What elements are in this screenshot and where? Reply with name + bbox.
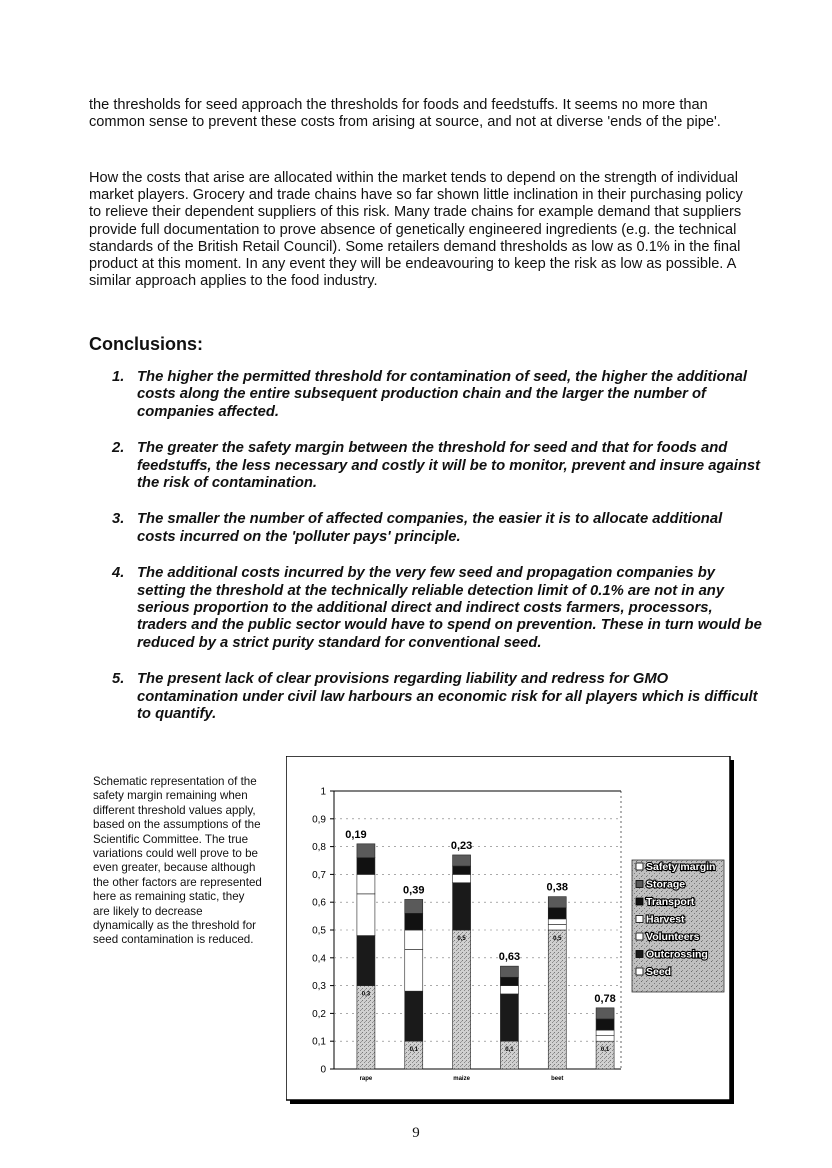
- conclusion-item: [112, 671, 762, 723]
- legend-swatch: [636, 933, 643, 940]
- x-group-label: rape: [359, 1076, 373, 1082]
- bar-segment-transport: [405, 913, 423, 930]
- conclusions-heading: Conclusions:: [89, 334, 204, 354]
- seed-value-label: 0,1: [409, 1047, 418, 1054]
- conclusion-number: 1.: [112, 369, 125, 385]
- conclusion-number: 4.: [112, 565, 125, 582]
- safety-margin-label: 0,38: [546, 881, 568, 894]
- safety-margin-label: 0,23: [450, 839, 473, 852]
- bar-segment-volunteers: [405, 949, 423, 991]
- bar-segment-seed: [548, 930, 566, 1069]
- bar-segment-outcrossing: [357, 936, 375, 986]
- y-tick-label: 0,8: [312, 842, 326, 854]
- bar-segment-outcrossing: [453, 883, 471, 930]
- y-tick-label: 0,1: [312, 1036, 326, 1048]
- chart-frame: [286, 756, 736, 1106]
- bar-segment-volunteers: [357, 894, 375, 936]
- seed-value-label: 0,3: [361, 991, 371, 998]
- bar-segment-storage: [596, 1008, 614, 1019]
- conclusion-number: 3.: [112, 511, 125, 528]
- legend-label: Seed: [646, 966, 672, 978]
- conclusion-text: The smaller the number of affected companies, the easier it is to allocate additional costs incurred on the 'polluter pays' principle.: [137, 511, 723, 545]
- y-tick-label: 0,3: [312, 981, 326, 993]
- y-tick-label: 0,6: [312, 897, 326, 909]
- conclusion-text: The additional costs incurred by the very few seed and propagation companies by setting the threshold at the technically reliable detection limit of 0.1% are not in any serious proportion to the additional direct and indirect costs farmers, processors, traders and the public sector would have to spend on prevention. These in turn would be reduced by a strict purity standard for conventional seed.: [137, 565, 762, 651]
- legend-swatch: [636, 898, 643, 905]
- bar-segment-storage: [357, 844, 375, 858]
- legend-swatch: [636, 863, 643, 870]
- bar-segment-seed: [357, 986, 375, 1069]
- conclusion-number: 2.: [112, 440, 125, 457]
- y-tick-label: 0,2: [312, 1008, 326, 1020]
- conclusion-text: The greater the safety margin between the threshold for seed and that for foods and feedstuffs, the less necessary and costly it will be to monitor, prevent and insure against the risk of contamination.: [137, 440, 761, 492]
- bar-segment-storage: [500, 966, 518, 977]
- bar-segment-harvest: [500, 986, 518, 994]
- bar-segment-volunteers: [596, 1030, 614, 1036]
- bar-segment-harvest: [357, 874, 375, 893]
- seed-value-label: 0,5: [553, 936, 562, 942]
- legend-swatch: [636, 916, 643, 923]
- bar-segment-transport: [453, 866, 471, 874]
- bar-segment-transport: [596, 1019, 614, 1030]
- bar-segment-seed: [500, 1041, 518, 1069]
- legend-label: Outcrossing: [646, 948, 708, 961]
- legend-swatch: [636, 881, 643, 888]
- conclusion-item: [112, 565, 762, 652]
- seed-value-label: 0,1: [600, 1047, 610, 1054]
- y-tick-label: 0: [320, 1064, 326, 1076]
- bar-segment-harvest: [405, 930, 423, 949]
- page-number: 9: [412, 1125, 420, 1141]
- x-group-label: maize: [453, 1076, 470, 1082]
- conclusion-text: The higher the permitted threshold for contamination of seed, the higher the additional costs along the entire subsequent production chain and the larger the number of companies affected.: [137, 369, 747, 420]
- legend-label: Transport: [646, 896, 695, 908]
- bar-segment-outcrossing: [405, 991, 423, 1041]
- y-tick-label: 0,4: [312, 953, 326, 965]
- legend-label: Safety margin: [646, 861, 716, 873]
- bar-segment-transport: [357, 858, 375, 875]
- safety-margin-label: 0,39: [403, 884, 425, 897]
- stacked-bar-chart: [286, 756, 736, 1106]
- conclusion-text: The present lack of clear provisions regarding liability and redress for GMO contamination under civil law harbours an economic risk for all players which is difficult to quantify.: [137, 671, 758, 723]
- safety-margin-label: 0,63: [498, 951, 521, 964]
- body-paragraph-1: the thresholds for seed approach the thresholds for foods and feedstuffs. It seems no more than common sense to prevent these costs from arising at source, and not at diverse 'ends of the pipe'.: [89, 97, 721, 131]
- seed-value-label: 0,1: [505, 1047, 514, 1054]
- bar-segment-harvest: [596, 1036, 614, 1042]
- bar-segment-seed: [405, 1041, 423, 1069]
- bar-segment-harvest: [548, 924, 566, 930]
- safety-margin-label: 0,78: [594, 992, 616, 1005]
- legend-swatch: [636, 951, 643, 958]
- conclusion-number: 5.: [112, 671, 125, 688]
- x-group-label: beet: [551, 1076, 564, 1082]
- bar-segment-storage: [453, 855, 471, 866]
- bar-segment-storage: [548, 897, 566, 908]
- y-tick-label: 0,7: [312, 869, 326, 881]
- conclusions-list: [112, 369, 762, 743]
- bar-segment-transport: [500, 977, 518, 985]
- legend-label: Storage: [646, 878, 686, 891]
- y-tick-label: 0,5: [312, 925, 326, 937]
- y-tick-label: 1: [320, 786, 326, 798]
- y-tick-label: 0,9: [312, 814, 326, 826]
- figure-caption: Schematic representation of the safety margin remaining when different threshold values apply, based on the assumptions of the Scientific Committee. The true variations could well prove to be even greater, because although the other factors are represented here as remaining static, they are likely to decrease dynamically as the threshold for seed contamination is reduced.: [93, 775, 262, 947]
- seed-value-label: 0,5: [457, 936, 466, 942]
- bar-segment-outcrossing: [500, 994, 518, 1041]
- legend-label: Volunteers: [646, 931, 700, 943]
- body-paragraph-2: How the costs that arise are allocated within the market tends to depend on the strength of individual market players. Grocery and trade chains have so far shown little inclination in their purchasing policy to relieve their dependent suppliers of this risk. Many trade chains for example demand that suppliers provide full documentation to prove absence of genetically engineered ingredients (e.g. the technical standards of the British Retail Council). Some retailers demand thresholds as low as 0.1% in the final product at this moment. In any event they will be endeavouring to keep the risk as low as possible. A similar approach applies to the food industry.: [89, 170, 743, 290]
- legend-swatch: [636, 968, 643, 975]
- bar-segment-volunteers: [548, 919, 566, 925]
- bar-segment-harvest: [453, 874, 471, 882]
- legend-label: Harvest: [646, 913, 685, 926]
- bar-segment-seed: [596, 1041, 614, 1069]
- bar-segment-seed: [453, 930, 471, 1069]
- safety-margin-label: 0,19: [345, 828, 367, 841]
- conclusion-item: [112, 369, 762, 421]
- conclusion-item: [112, 440, 762, 492]
- bar-segment-storage: [405, 899, 423, 913]
- conclusion-item: [112, 511, 762, 546]
- bar-segment-transport: [548, 908, 566, 919]
